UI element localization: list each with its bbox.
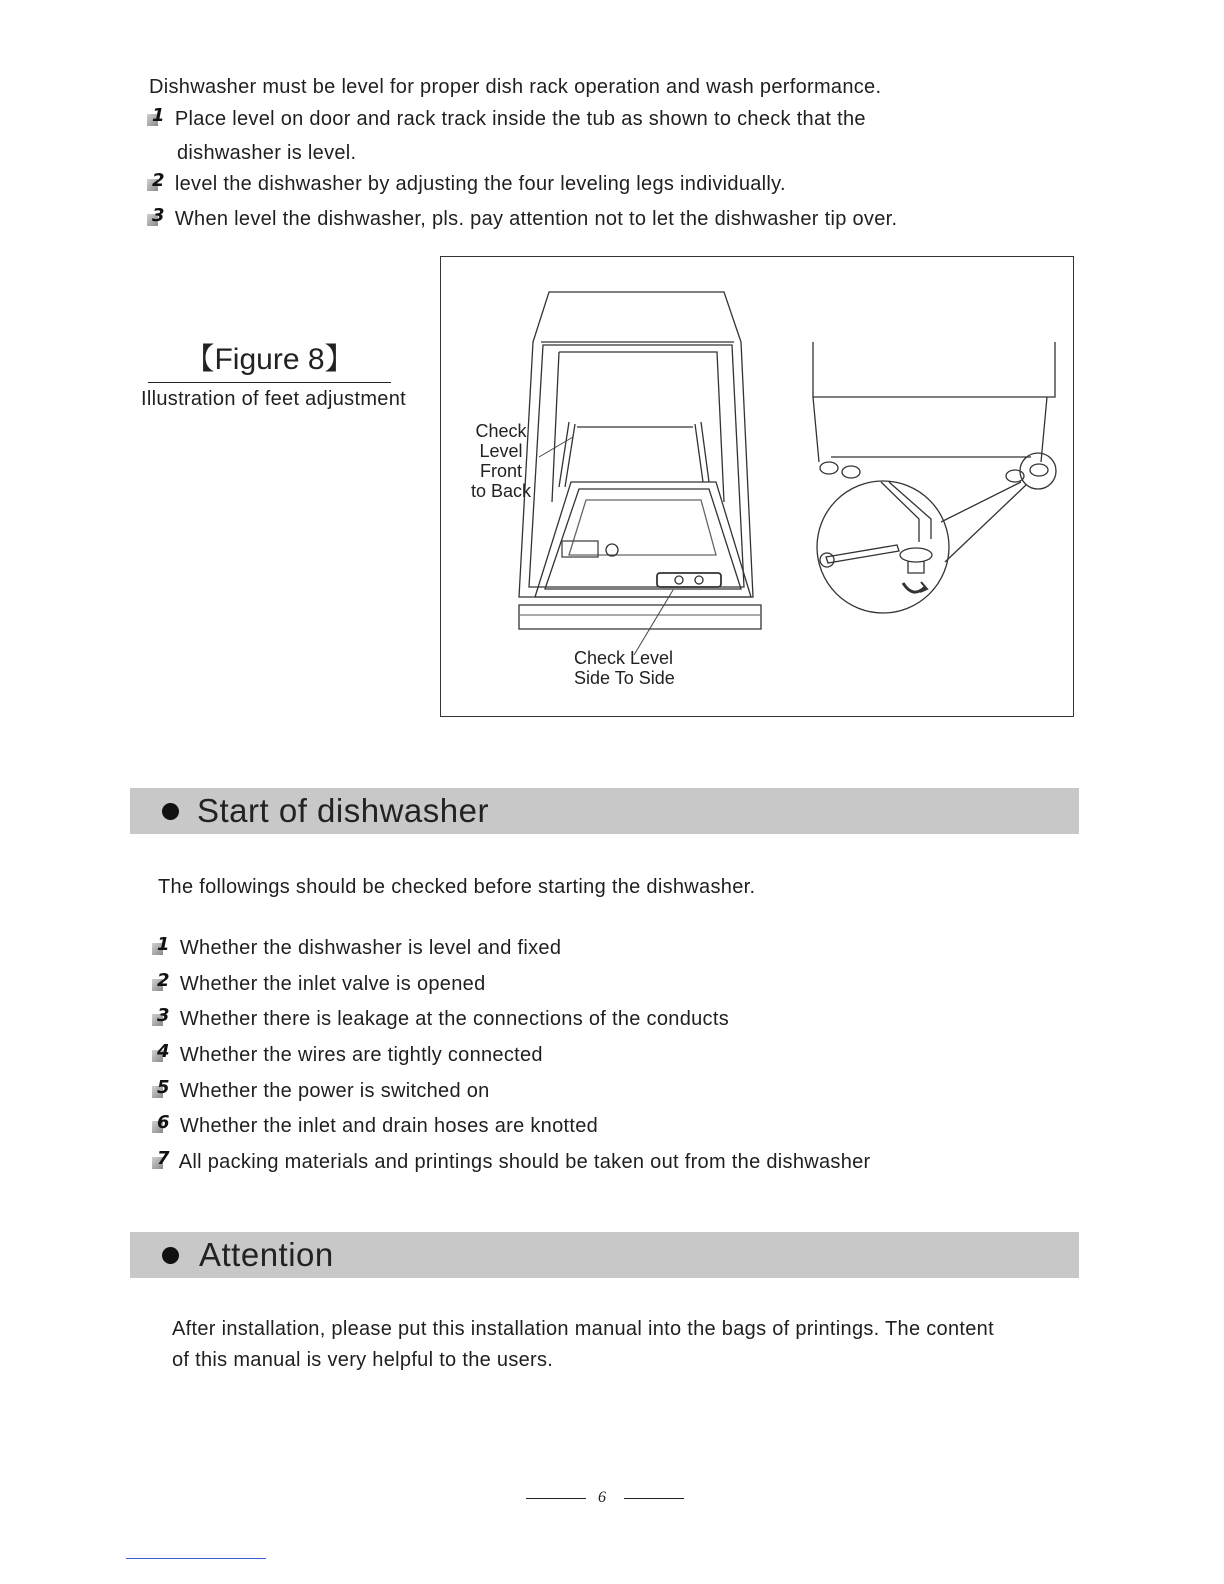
page-number-rule-right bbox=[624, 1498, 684, 1499]
level-step-text: level the dishwasher by adjusting the four leveling legs individually. bbox=[174, 173, 786, 195]
level-step-text: Place level on door and rack track inside the tub as shown to check that the bbox=[174, 108, 866, 130]
step-number-icon: 1 bbox=[147, 107, 169, 127]
step-number-icon: 2 bbox=[152, 972, 174, 992]
checklist bbox=[152, 936, 871, 1186]
label-check-side-to-side: Check Level Side To Side bbox=[574, 648, 675, 688]
level-step-3 bbox=[147, 207, 897, 231]
label-check-front-back: Check Level Front to Back bbox=[470, 421, 532, 501]
checklist-item: 7 All packing materials and printings should be taken out from the dishwasher bbox=[152, 1150, 871, 1186]
step-number-icon: 4 bbox=[152, 1043, 174, 1063]
level-step-2 bbox=[147, 172, 786, 196]
checklist-item: 6 Whether the inlet and drain hoses are knotted bbox=[152, 1114, 871, 1150]
figure-caption: Illustration of feet adjustment bbox=[141, 388, 406, 410]
attention-line-1: After installation, please put this installation manual into the bags of printings. The content bbox=[172, 1318, 994, 1340]
intro-text: Dishwasher must be level for proper dish rack operation and wash performance. bbox=[149, 76, 882, 98]
section-title: Start of dishwasher bbox=[197, 792, 489, 829]
bullet-icon bbox=[162, 803, 179, 820]
checklist-item: 1 Whether the dishwasher is level and fixed bbox=[152, 936, 871, 972]
step-number-icon: 7 bbox=[152, 1150, 174, 1170]
step-number-icon: 5 bbox=[152, 1079, 174, 1099]
page-number-rule-left bbox=[526, 1498, 586, 1499]
attention-line-2: of this manual is very helpful to the users. bbox=[172, 1349, 554, 1371]
footer-rule bbox=[126, 1558, 266, 1559]
bullet-icon bbox=[162, 1247, 179, 1264]
step-number-icon: 3 bbox=[152, 1007, 174, 1027]
figure-8-illustration bbox=[440, 256, 1074, 717]
step-number-icon: 2 bbox=[147, 172, 169, 192]
checklist-item: 4 Whether the wires are tightly connected bbox=[152, 1043, 871, 1079]
level-step-1-continued: dishwasher is level. bbox=[177, 142, 357, 164]
step-number-icon: 6 bbox=[152, 1114, 174, 1134]
section-header-attention bbox=[130, 1232, 1079, 1278]
figure-title: 【Figure 8】 bbox=[184, 343, 355, 376]
start-intro: The followings should be checked before starting the dishwasher. bbox=[158, 876, 756, 898]
section-title: Attention bbox=[199, 1236, 334, 1273]
checklist-item: 5 Whether the power is switched on bbox=[152, 1079, 871, 1115]
checklist-item: 2 Whether the inlet valve is opened bbox=[152, 972, 871, 1008]
level-step-text: When level the dishwasher, pls. pay attention not to let the dishwasher tip over. bbox=[174, 208, 898, 230]
section-header-start bbox=[130, 788, 1079, 834]
figure-title-underline bbox=[148, 382, 391, 383]
level-step-1 bbox=[147, 107, 866, 131]
step-number-icon: 1 bbox=[152, 936, 174, 956]
step-number-icon: 3 bbox=[147, 207, 169, 227]
page-number: 6 bbox=[598, 1489, 606, 1506]
checklist-item: 3 Whether there is leakage at the connections of the conducts bbox=[152, 1007, 871, 1043]
